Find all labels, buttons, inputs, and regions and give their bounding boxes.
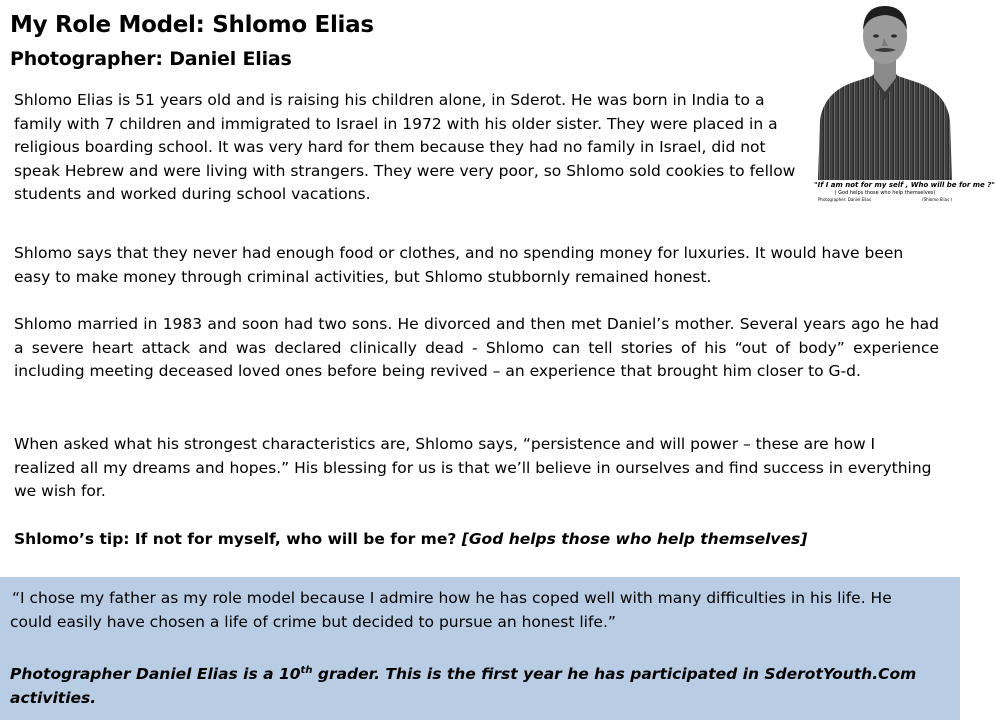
photographer-bio-start: Photographer Daniel Elias is a 10 [10,665,301,683]
paragraph-biography: Shlomo Elias is 51 years old and is raising his children alone, in Sderot. He was born in India to a family with 7 children and immigrated to Israel in 1972 with his older sister. They were placed in a religious boarding school. It was very hard for them because they had no family in Israel, did not speak Hebrew and were living with strangers. They were very poor, so Shlomo sold cookies to fellow students and worked during school vacations. [14,91,796,203]
photo-caption-sub: ( God helps those who help themselves) [834,190,936,196]
photo-credit-right: (Shlomo Elias ) [922,197,952,202]
photographer-quote: “I chose my father as my role model because I admire how he has coped well with many difficulties in his life. He could easily have chosen a life of crime but decided to pursue an honest life.” [10,589,892,631]
photographer-bio-end: grader. This is the first year he has participated in SderotYouth.Com activities. [10,665,917,707]
photographer-note-box [0,577,960,720]
portrait-image [814,0,956,180]
paragraph-characteristics: When asked what his strongest characteristics are, Shlomo says, “persistence and will power – these are how I realized all my dreams and hopes.” His blessing for us is that we’ll believe in ourselves and find success in everything we wish for. [14,435,932,500]
tip-emphasis: [God helps those who help themselves] [461,530,808,548]
portrait-photo [814,0,995,204]
paragraph-honesty: Shlomo says that they never had enough food or clothes, and no spending money for luxuries. It would have been easy to make money through criminal activities, but Shlomo stubbornly remained honest. [14,244,904,286]
photographer-bio [10,663,945,710]
photo-caption-quote: "If I am not for my self , Who will be for me ?" [814,181,995,189]
page-title: My Role Model: Shlomo Elias [10,12,374,38]
photo-credit-left: Photographer: Daniel Elias [818,197,872,202]
page-subtitle: Photographer: Daniel Elias [10,48,292,70]
tip-label: Shlomo’s tip: If not for myself, who will be for me? [14,530,462,548]
tip-line [14,530,807,548]
paragraph-family: Shlomo married in 1983 and soon had two sons. He divorced and then met Daniel’s mother. Several years ago he had a severe heart attack and was declared clinically dead - Shlomo can tell stories of his “out of body” experience including meeting deceased loved ones before being revived – an experience that brought him closer to G-d. [14,315,939,380]
photographer-bio-superscript: th [300,664,313,676]
